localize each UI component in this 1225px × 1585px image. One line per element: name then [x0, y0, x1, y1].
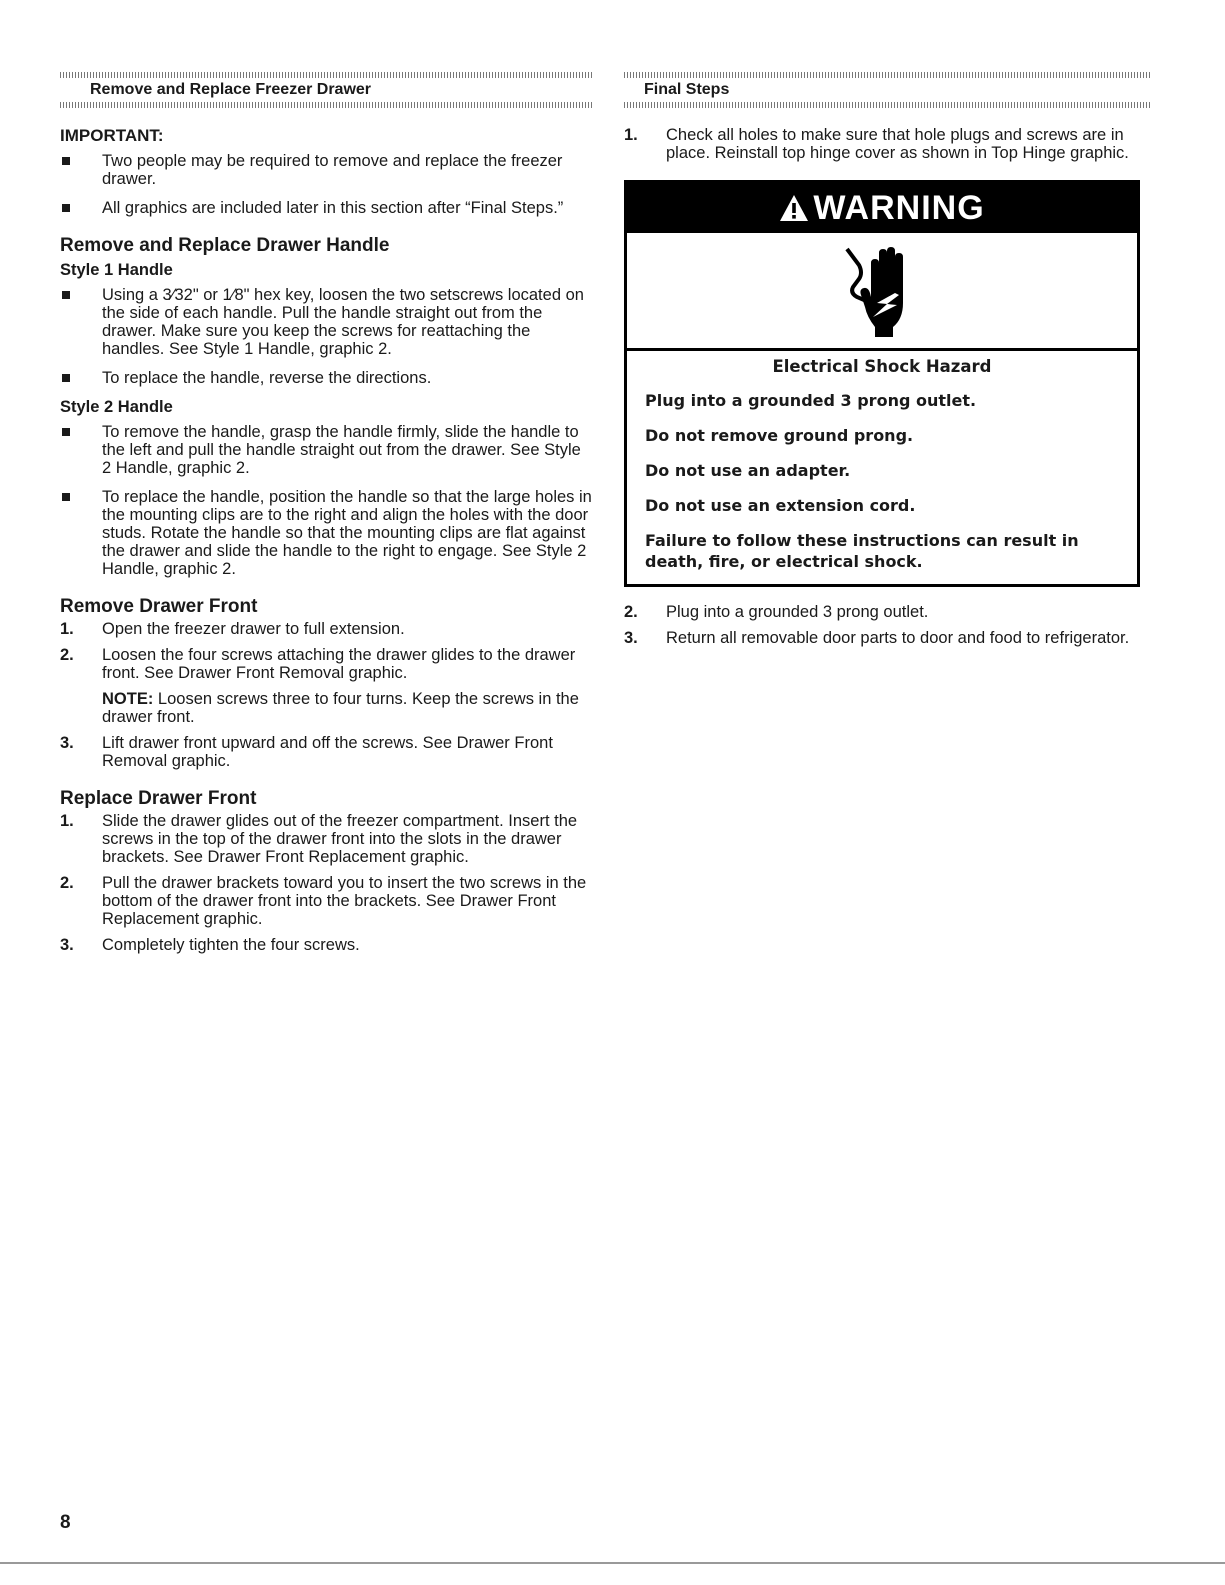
right-column — [624, 72, 1152, 655]
banner-bottom-rule — [60, 102, 592, 108]
warning-line: Do not use an extension cord. — [645, 496, 916, 515]
banner-title: Final Steps — [644, 81, 730, 98]
step-number: 3. — [60, 734, 74, 752]
list-item: Two people may be required to remove and replace the freezer drawer. — [60, 152, 592, 188]
style-1-list — [60, 286, 592, 387]
warning-triangle-icon — [779, 194, 809, 222]
step-item — [624, 126, 1152, 162]
warning-body — [627, 351, 1137, 584]
warning-line: Do not remove ground prong. — [645, 426, 914, 445]
step-item — [624, 603, 1152, 621]
heading-style-2-handle: Style 2 Handle — [60, 398, 173, 416]
step-text: Lift drawer front upward and off the screws. See Drawer Front Removal graphic. — [102, 734, 553, 770]
banner-title: Remove and Replace Freezer Drawer — [90, 81, 372, 98]
step-number: 2. — [60, 874, 74, 892]
step-text: Loosen the four screws attaching the drawer glides to the drawer front. See Drawer Front Removal graphic. — [102, 646, 576, 682]
step-item — [624, 629, 1152, 647]
step-item — [60, 646, 592, 726]
step-item — [60, 874, 592, 928]
page-number: 8 — [60, 1512, 71, 1533]
final-steps-rest — [624, 603, 1152, 647]
step-number: 3. — [60, 936, 74, 954]
style-2-list — [60, 423, 592, 578]
step-item — [60, 812, 592, 866]
note-text: Loosen screws three to four turns. Keep the screws in the drawer front. — [102, 690, 579, 726]
important-label: IMPORTANT: — [60, 126, 164, 145]
note — [102, 690, 592, 726]
bottom-rule — [0, 1562, 1225, 1564]
heading-replace-drawer-front: Replace Drawer Front — [60, 788, 257, 809]
step-text: Plug into a grounded 3 prong outlet. — [666, 603, 929, 621]
replace-front-steps — [60, 812, 592, 954]
warning-line: Plug into a grounded 3 prong outlet. — [645, 391, 977, 410]
step-text: Pull the drawer brackets toward you to insert the two screws in the bottom of the drawer front into the brackets. See Drawer Front Replacement graphic. — [102, 874, 587, 928]
step-item — [60, 620, 592, 638]
step-number: 2. — [624, 603, 638, 621]
heading-drawer-handle: Remove and Replace Drawer Handle — [60, 235, 390, 256]
warning-header — [627, 183, 1137, 233]
remove-front-steps — [60, 620, 592, 770]
section-banner-freezer-drawer — [60, 72, 592, 110]
heading-remove-drawer-front: Remove Drawer Front — [60, 596, 258, 617]
warning-title: WARNING — [813, 188, 985, 227]
step-item — [60, 734, 592, 770]
section-banner-final-steps — [624, 72, 1152, 110]
warning-box — [624, 180, 1140, 587]
list-item: Using a 3⁄32" or 1⁄8" hex key, loosen the two setscrews located on the side of each handle. Pull the handle straight out from the drawer. Make sure you keep the screws for reattaching the handles. See Style 1 Handle, graphic 2. — [60, 286, 592, 358]
warning-pictogram — [627, 233, 1137, 351]
important-list — [60, 152, 592, 217]
list-item: To replace the handle, position the handle so that the large holes in the mounting clips are to the right and align the holes with the door studs. Rotate the handle so that the mounting clips are flat against the drawer and slide the handle to the right to engage. See Style 2 Handle, graphic 2. — [60, 488, 592, 578]
step-text: Return all removable door parts to door and food to refrigerator. — [666, 629, 1130, 647]
note-label: NOTE: — [102, 690, 154, 708]
step-text: Check all holes to make sure that hole plugs and screws are in place. Reinstall top hinge cover as shown in Top Hinge graphic. — [666, 126, 1129, 162]
step-number: 3. — [624, 629, 638, 647]
step-item — [60, 936, 592, 954]
step-number: 2. — [60, 646, 74, 664]
list-item: To remove the handle, grasp the handle firmly, slide the handle to the left and pull the handle straight out from the drawer. See Style 2 Handle, graphic 2. — [60, 423, 592, 477]
electric-shock-hand-icon — [837, 241, 927, 341]
step-text: Completely tighten the four screws. — [102, 936, 360, 954]
heading-style-1-handle: Style 1 Handle — [60, 261, 173, 279]
hazard-title: Electrical Shock Hazard — [772, 357, 992, 376]
banner-bottom-rule — [624, 102, 1152, 108]
left-column — [60, 72, 592, 962]
warning-line: Failure to follow these instructions can result in death, fire, or electrical shock. — [645, 531, 1079, 571]
step-number: 1. — [624, 126, 638, 144]
final-steps-first — [624, 126, 1152, 162]
list-item: All graphics are included later in this section after “Final Steps.” — [60, 199, 592, 217]
step-number: 1. — [60, 812, 74, 830]
list-item: To replace the handle, reverse the directions. — [60, 369, 592, 387]
warning-line: Do not use an adapter. — [645, 461, 851, 480]
step-text: Open the freezer drawer to full extension. — [102, 620, 405, 638]
step-number: 1. — [60, 620, 74, 638]
step-text: Slide the drawer glides out of the freezer compartment. Insert the screws in the top of the drawer front into the slots in the drawer brackets. See Drawer Front Replacement graphic. — [102, 812, 578, 866]
